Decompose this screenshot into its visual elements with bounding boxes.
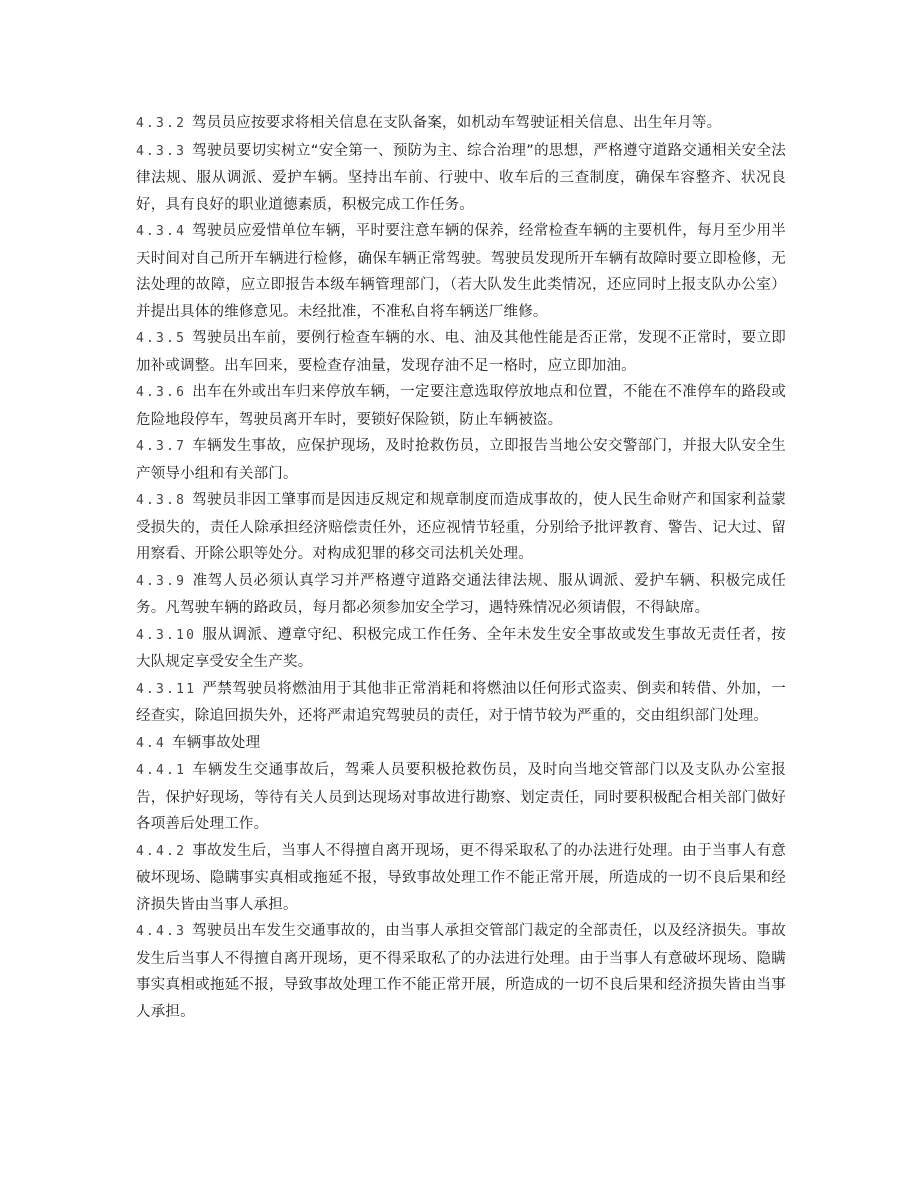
paragraph-4-4-3 — [136, 918, 786, 1025]
section-number: 4.3.5 — [136, 331, 187, 346]
paragraph-4-4-1 — [136, 757, 786, 838]
paragraph-4-3-4 — [136, 218, 786, 325]
paragraph-text: 车辆发生交通事故后，驾乘人员要积极抢救伤员，及时向当地交管部门以及支队办公室报告，保护好现场，等待有关人员到达现场对事故进行勘察、划定责任，同时要积极配合相关部门做好各项善后处理工作。 — [136, 762, 786, 832]
paragraph-4-3-6 — [136, 379, 786, 433]
paragraph-text: 驾驶员应爱惜单位车辆，平时要注意车辆的保养，经常检查车辆的主要机件，每月至少用半天时间对自己所开车辆进行检修，确保车辆正常驾驶。驾驶员发现所开车辆有故障时要立即检修，无法处理的故障，应立即报告本级车辆管理部门，（若大队发生此类情况，还应同时上报支队办公室）并提出具体的维修意见。未经批准，不准私自将车辆送厂维修。 — [136, 223, 786, 320]
section-number: 4.3.8 — [136, 493, 187, 508]
paragraph-4-4-2 — [136, 838, 786, 919]
paragraph-4-3-3 — [136, 138, 786, 219]
section-number: 4.3.2 — [136, 116, 187, 131]
paragraph-4-3-9 — [136, 568, 786, 622]
paragraph-text: 事故发生后，当事人不得擅自离开现场，更不得采取私了的办法进行处理。由于当事人有意破坏现场、隐瞒事实真相或拖延不报，导致事故处理工作不能正常开展，所造成的一切不良后果和经济损失皆由当事人承担。 — [136, 842, 786, 913]
section-number: 4.3.7 — [136, 439, 187, 454]
paragraph-4-3-2 — [136, 110, 786, 138]
paragraph-text: 出车在外或出车归来停放车辆，一定要注意选取停放地点和位置，不能在不准停车的路段或危险地段停车，驾驶员离开车时，要锁好保险锁，防止车辆被盗。 — [136, 384, 786, 428]
paragraph-text: 驾驶员出车发生交通事故的，由当事人承担交管部门裁定的全部责任，以及经济损失。事故发生后当事人不得擅自离开现场，更不得采取私了的办法进行处理。由于当事人有意破坏现场、隐瞒事实真相或拖延不报，导致事故处理工作不能正常开展，所造成的一切不良后果和经济损失皆由当事人承担。 — [136, 923, 786, 1020]
section-number: 4.4.3 — [136, 924, 187, 939]
paragraph-4-3-11 — [136, 676, 786, 730]
section-number: 4.3.3 — [136, 143, 187, 159]
paragraph-4-3-5 — [136, 325, 786, 379]
section-number: 4.3.9 — [136, 573, 187, 589]
section-heading-4-4 — [136, 730, 786, 758]
paragraph-4-3-8 — [136, 487, 786, 568]
section-number: 4.4.2 — [136, 843, 187, 859]
section-number: 4.4 — [136, 735, 167, 751]
paragraph-text: 驾驶员非因工肇事而是因违反规定和规章制度而造成事故的，使人民生命财产和国家利益蒙受损失的，责任人除承担经济赔偿责任外，还应视情节轻重，分别给予批评教育、警告、记大过、留用察看、开除公职等处分。对构成犯罪的移交司法机关处理。 — [136, 492, 786, 562]
paragraph-4-3-10 — [136, 622, 786, 676]
document-body — [136, 110, 786, 1025]
paragraph-text: 准驾人员必须认真学习并严格遵守道路交通法律法规、服从调派、爱护车辆、积极完成任务。凡驾驶车辆的路政员，每月都必须参加安全学习，遇特殊情况必须请假，不得缺席。 — [136, 572, 786, 616]
section-number: 4.3.10 — [136, 627, 197, 643]
paragraph-text: 驾员员应按要求将相关信息在支队备案，如机动车驾驶证相关信息、出生年月等。 — [192, 115, 722, 131]
paragraph-text: 驾驶员要切实树立“安全第一、预防为主、综合治理”的思想，严格遵守道路交通相关安全法律法规、服从调派、爱护车辆。坚持出车前、行驶中、收车后的三查制度，确保车容整齐、状况良好，具有良好的职业道德素质，积极完成工作任务。 — [136, 142, 786, 213]
section-heading-text: 车辆事故处理 — [172, 734, 261, 751]
section-number: 4.3.4 — [136, 224, 187, 239]
paragraph-4-3-7 — [136, 433, 786, 487]
paragraph-text: 服从调派、遵章守纪、积极完成工作任务、全年未发生安全事故或发生事故无责任者，按大队规定享受安全生产奖。 — [136, 626, 786, 670]
section-number: 4.3.11 — [136, 681, 197, 697]
section-number: 4.3.6 — [136, 385, 187, 400]
paragraph-text: 驾驶员出车前，要例行检查车辆的水、电、油及其他性能是否正常，发现不正常时，要立即加补或调整。出车回来，要检查存油量，发现存油不足一格时，应立即加油。 — [136, 330, 786, 374]
paragraph-text: 车辆发生事故，应保护现场，及时抢救伤员，立即报告当地公安交警部门，并报大队安全生产领导小组和有关部门。 — [136, 438, 786, 482]
paragraph-text: 严禁驾驶员将燃油用于其他非正常消耗和将燃油以任何形式盗卖、倒卖和转借、外加，一经查实，除追回损失外，还将严肃追究驾驶员的责任，对于情节较为严重的，交由组织部门处理。 — [136, 680, 786, 724]
section-number: 4.4.1 — [136, 763, 187, 778]
